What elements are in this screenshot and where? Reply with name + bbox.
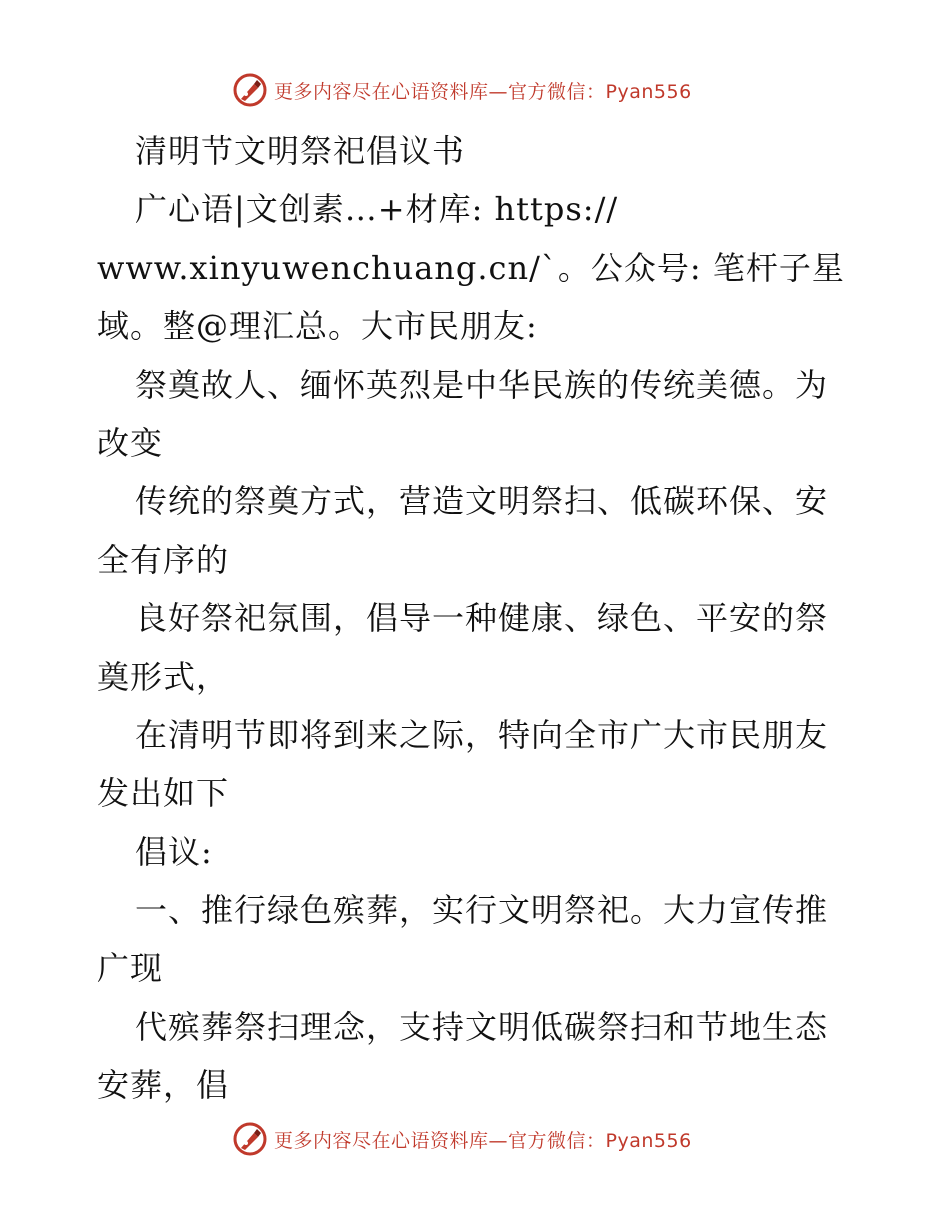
- document-line: 全有序的: [97, 540, 230, 579]
- document-line: 奠形式，: [97, 657, 230, 696]
- footer-watermark-banner: [232, 1121, 692, 1157]
- header-watermark-banner: [232, 72, 692, 108]
- document-line: 倡议:: [135, 832, 213, 871]
- document-line: 域。整@理汇总。大市民朋友:: [97, 307, 538, 346]
- pen-logo-icon: [232, 72, 268, 108]
- document-line: 改变: [97, 423, 164, 462]
- footer-watermark-text: 更多内容尽在心语资料库—官方微信：Pyan556: [274, 1129, 692, 1152]
- document-body: [97, 122, 897, 1115]
- document-line: 传统的祭奠方式，营造文明祭扫、低碳环保、安: [135, 482, 829, 521]
- document-line: 代殡葬祭扫理念，支持文明低碳祭扫和节地生态: [135, 1007, 829, 1046]
- document-line: 发出如下: [97, 774, 230, 813]
- document-line: 祭奠故人、缅怀英烈是中华民族的传统美德。为: [135, 365, 829, 404]
- document-line: 广现: [97, 949, 164, 988]
- document-line: 良好祭祀氛围，倡导一种健康、绿色、平安的祭: [135, 599, 829, 638]
- document-line: 清明节文明祭祀倡议书: [135, 132, 466, 170]
- header-watermark-text: 更多内容尽在心语资料库—官方微信：Pyan556: [274, 80, 692, 103]
- pen-logo-icon: [232, 1121, 268, 1157]
- document-line: 一、推行绿色殡葬，实行文明祭祀。大力宣传推: [135, 891, 829, 930]
- document-line: 安葬，倡: [97, 1066, 230, 1105]
- document-line: 在清明节即将到来之际，特向全市广大市民朋友: [135, 715, 829, 754]
- document-line: www.xinyuwenchuang.cn/`。公众号: 笔杆子星: [97, 248, 845, 287]
- document-line: 广心语|文创素…+材库: https://: [135, 190, 619, 229]
